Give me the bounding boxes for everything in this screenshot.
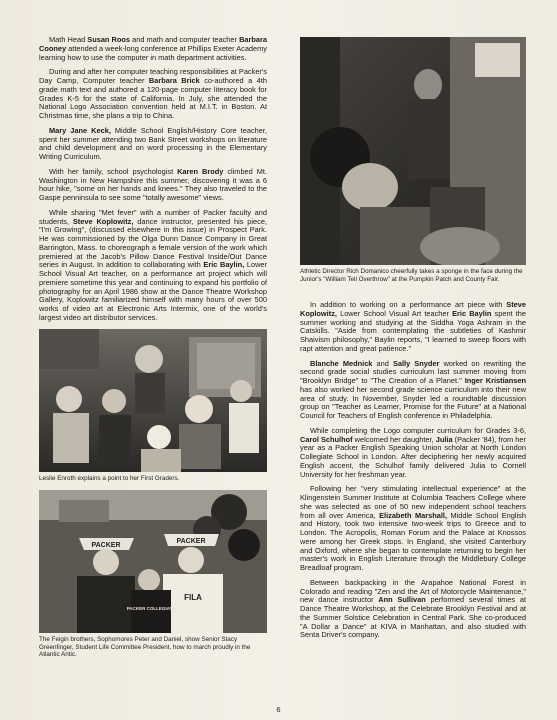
text-run: spent the summer working and studying at the Siddha Yoga Ashram in the Catskills. "Aside from contemplating the subtleties of Kashmir Shaivism philosophy," Baylin reports, "I learned to sweep floors with rapt attention and great patience." — [300, 308, 527, 353]
text-run: Following her "very stimulating intellectual experience" at the Klingenstein Summer Institute at Columbia Teachers College where she was selected as one of 50 new independent school teachers from all over America, — [300, 484, 526, 520]
person-name: Barbara Brick — [148, 76, 200, 85]
person-name: Blanche Mednick — [310, 358, 373, 368]
text-run: With her family, school psychologist — [49, 166, 178, 176]
photo-brothers — [39, 490, 267, 633]
page-number: 6 — [276, 705, 281, 714]
text-run: In addition to working on a performance art piece with — [310, 300, 507, 310]
text-run: During and after her computer teaching responsibilities at Packer's Day Camp, Computer teacher — [39, 67, 267, 85]
photo-brothers-caption: The Feigin brothers, Sophomores Peter and Daniel, show Senior Stacy Greenfinger, Student Life Committee President, how to march proudly in the Atlantic Antic. — [39, 636, 251, 659]
collegiate-shirt-text: PACKER COLLEGIATE — [126, 606, 176, 612]
article-paragraph — [39, 36, 267, 62]
text-run: While completing the Logo computer curriculum for Grades 3-6, — [310, 425, 526, 435]
photo-classroom-caption: Leslie Enroth explains a point to her First Graders. — [39, 474, 180, 482]
person-name: Elizabeth Marshall, — [379, 510, 448, 520]
person-name: Susan Roos — [87, 35, 131, 44]
article-paragraph — [300, 360, 526, 421]
brothers-photo-illustration — [39, 490, 267, 633]
person-name: Steve Koplowitz, — [300, 300, 526, 318]
person-name: Carol Schulhof — [300, 434, 353, 444]
text-run: (Packer '84), from her year as a Packer English Speaking Union scholar at North London Collegiate School in London. After deciphering her newly acquired English accent, the Schulhof family delivered Julia to Cornell University for her freshman year. — [300, 434, 526, 479]
hat-right-text: PACKER — [176, 538, 206, 546]
text-run: Math Head — [49, 35, 88, 44]
article-paragraph — [39, 168, 267, 203]
person-name: Karen Brody — [177, 166, 224, 176]
text-run: While sharing "Met fever" with a number of Packer faculty and students, — [39, 207, 267, 226]
text-run: attended a week-long conference at Phillips Exeter Academy learning how to use the computer in math department activities. — [39, 43, 268, 62]
article-paragraph — [300, 427, 526, 480]
photo-fair — [300, 37, 526, 265]
person-name: Inger Kristiansen — [464, 376, 527, 386]
text-run: worked on rewriting the second grade social studies curriculum last summer moving from "Brooklyn Bridge" to "The Creation of a Planet." — [300, 358, 526, 386]
text-run: and — [372, 358, 393, 368]
text-run: Lower School Visual Art teacher — [336, 308, 453, 318]
person-name: Ann Sullivan — [378, 595, 426, 605]
person-name: Sally Snyder — [392, 358, 440, 368]
person-name: Mary Jane Keck, — [49, 125, 111, 135]
text-run: and math and computer teacher — [130, 35, 240, 44]
fila-shirt-text: FILA — [184, 593, 202, 603]
photo-classroom — [39, 329, 267, 472]
text-run: performed several times at Dance Theatre Workshop, at the Celebrate Brooklyn Festival and at the Summer Solstice Celebration in Central Park. She co-produced "A Dollar a Dance" at KIVA in Manhattan, and also studied with Senta Driver's company. — [300, 595, 527, 640]
text-run: co-authored a 4th grade math text and authored a 120-page computer literacy book for Grades K-5 for the state of California. In July, she attended the National Logo Association convention held at M.I.T. in Boston. At Christmas time, she plans a trip to China. — [39, 76, 267, 120]
text-run: has also worked her second grade science curriculum into their new area of study. In November, Snyder led a roundtable discussion group on "Teacher as Learner, Promise for the Future" at a National Council for Teachers of English conference in Philadelphia. — [300, 384, 526, 421]
right-column — [300, 36, 526, 646]
text-run: Middle School English/History Core teacher, spent her summer attending two Bank Street workshops on literature and child development and on word processing in the Elementary Writing Curriculum. — [39, 125, 267, 161]
article-paragraph — [39, 68, 267, 121]
person-name: Steve Koplowitz, — [72, 216, 134, 226]
text-run: climbed Mt. Washington in New Hampshire this summer, discovering it was a 6 hour hike, "some on her hands and knees." They also traveled to the Gaspe penninsula to see some "totally awesome" views. — [39, 166, 268, 202]
person-name: Eric Baylin — [452, 308, 492, 318]
person-name: Julia — [435, 434, 453, 444]
person-name: Eric Baylin, — [203, 260, 245, 270]
article-paragraph — [39, 127, 267, 162]
article-paragraph — [300, 485, 526, 573]
fair-photo-illustration — [300, 37, 526, 265]
article-paragraph — [39, 209, 267, 323]
classroom-photo-illustration — [39, 329, 267, 472]
text-run: welcomed her daughter, — [352, 434, 436, 444]
hat-left-text: PACKER — [91, 542, 121, 550]
article-paragraph — [300, 301, 526, 354]
photo-fair-caption: Athletic Director Rich Domanico cheerfully takes a sponge in the face during the Junior's "William Tell Overthrow" at the Pumpkin Patch and County Fair. — [300, 268, 523, 283]
left-column — [39, 36, 267, 659]
text-run: dance instructor, presented his piece, "I'm Growing", (discussed elsewhere in this issue) in Prospect Park. He was commissioned by the Olga Dunn Dance Company in Great Barrington, Mass. to choreograph a female version of the work which premiered at the Jacob's Pillow Dance Festival Inside/Out Dance series in August. In addition to collaborating with — [39, 216, 267, 270]
text-run: Between backpacking in the Arapahoe National Forest in Colorado and reading "Zen and the Art of Motorcycle Maintenance," new dance instructor — [300, 577, 526, 605]
left-article-text — [39, 36, 267, 323]
right-article-text — [300, 301, 526, 640]
article-paragraph — [300, 579, 526, 640]
text-run: Middle School English and History, took two intensive two-week trips to Greece and to London. The Acropolis, Roman Forum and the Palace at Knossos were among her Greek stops. In England, she visited Canterbury and Oxford, where she began to contemplate returning to begin her master's work in English Literature through the Middlebury College Breadloaf program. — [300, 510, 526, 573]
person-name: Barbara Cooney — [39, 35, 267, 53]
text-run: Lower School Visual Art teacher, on a performance art project which will premiere sometime this year and continuing to expand his portfolio of photography for an April 1986 show at the Dance Theatre Workshop Gallery, Koplowitz familiarized himself with many hours of over 500 works of video art at Electronic Arts Intermix, one of the world's largest video art distributor services. — [39, 260, 267, 322]
